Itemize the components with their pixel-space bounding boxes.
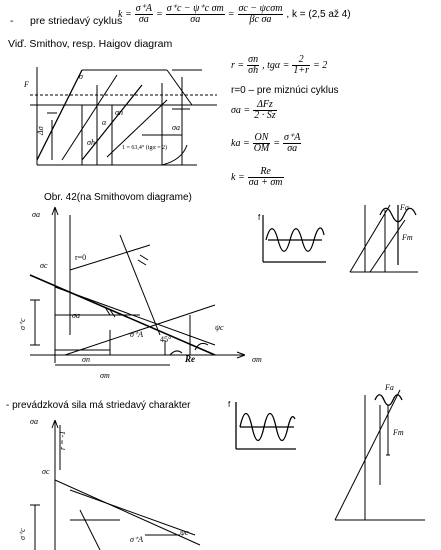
see-line: Viď. Smithov, resp. Haigov diagram [8, 38, 173, 50]
label-sigma-c-plus: σ⁺c [18, 318, 27, 330]
label-f: F [24, 80, 29, 89]
equals-2: = [227, 8, 235, 20]
equals-1: = [156, 8, 163, 20]
wave-diagram-2 [330, 385, 430, 525]
wave-sketch-2 [228, 397, 298, 452]
fraction-1: $\frac{\sigma^+A}{\sigma a}$ [135, 3, 153, 25]
r-formula: r = $\frac{\sigma n}{\sigma h}$ , tgα = $\frac{2}{1+r}$ = 2 [231, 54, 328, 76]
caption-1: Obr. 42(na Smithovom diagrame) [44, 192, 192, 203]
label-alpha: α [102, 118, 107, 127]
label-sigma-a-3: σa [30, 417, 38, 426]
label-sigma-a-plus: σ⁺A [130, 330, 144, 339]
label-sa-small: σa [72, 311, 80, 320]
k-formula [118, 4, 351, 25]
fraction-3: $\frac{\text{σc − ψcσm}}{\text{βc σa}}$ [238, 3, 283, 25]
wave-f-label: f [258, 213, 261, 222]
label-sigma: σ [79, 72, 83, 81]
cycle-label: pre striedavý cyklus [30, 15, 123, 27]
bullet-dash: - [10, 15, 14, 27]
wave-fm-label: Fm [402, 233, 413, 242]
label-dsigma: Δσ [36, 126, 45, 135]
label-sigma-c-3: σc [42, 467, 50, 476]
label-sigma-a: σa [172, 123, 180, 132]
label-sigma-m-low: σm [100, 371, 110, 380]
ka-formula: ka = $\frac{ON}{OM}$ = $\frac{\sigma^+A}{\sigma a}$ [231, 132, 301, 154]
label-sigma-a-plus-3: σ⁺A [130, 535, 144, 544]
diagram-3 [10, 410, 210, 550]
label-sigma-m-axis: σm [252, 355, 262, 364]
diagram-2 [10, 205, 262, 385]
label-sigma-n: σn [115, 108, 123, 117]
label-r-neg1: r = -1 [58, 430, 67, 450]
label-sigma-h: σh [87, 138, 95, 147]
label-r0: r=0 [75, 253, 87, 262]
k-lhs: k = [118, 8, 132, 20]
wave-f-label-2: f [228, 400, 231, 409]
wave-diagram-1 [340, 200, 420, 275]
label-psi-3: ψc [180, 528, 189, 537]
wave-sketch-1 [258, 210, 328, 265]
k-range: , k = (2,5 až 4) [286, 8, 351, 20]
wave-fa-label: Fa [400, 203, 409, 212]
label-psi: ψc [215, 323, 224, 332]
label-ratio: 1 = 63,4° (tgα = 2) [122, 145, 167, 151]
label-sigma-n-2: σn [82, 355, 90, 364]
diagram-1 [22, 65, 222, 185]
label-sigma-c-plus-3: σ⁺c [18, 528, 27, 540]
wave-fm-label-2: Fm [393, 428, 404, 437]
fraction-2: $\frac{\text{σ⁺c − ψ⁺c σm}}{\sigma a}$ [166, 3, 224, 25]
label-45: 45° [160, 335, 172, 344]
k-formula-2: k = $\frac{Re}{\sigma a + \sigma m}$ [231, 166, 283, 188]
wave-fa-label-2: Fa [385, 383, 394, 392]
label-re: Re [185, 354, 195, 364]
label-sigma-c: σc [40, 261, 48, 270]
r0-line: r=0 – pre miznúci cyklus [231, 85, 339, 96]
bullet-2: - prevádzková sila má striedavý charakter [6, 400, 191, 411]
label-sigma-a-2: σa [32, 210, 40, 219]
sa-formula: σa = $\frac{\text{ΔFz}}{2 \cdot Sz}$ [231, 99, 276, 121]
